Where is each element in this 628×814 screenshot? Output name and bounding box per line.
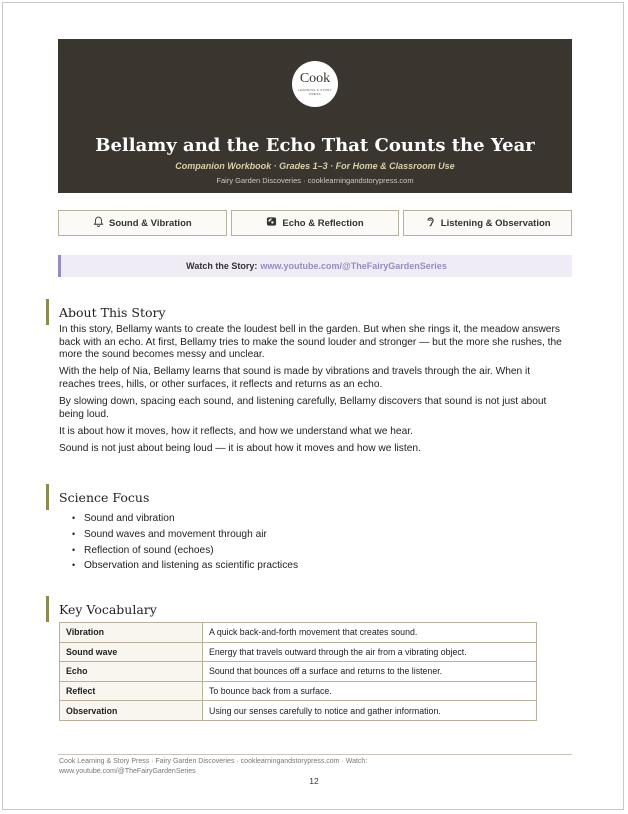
publisher-logo — [292, 61, 338, 107]
ear-icon — [425, 216, 436, 230]
header-meta: Fairy Garden Discoveries · cooklearningandstorypress.com — [216, 176, 414, 185]
vocab-term: Observation — [60, 701, 203, 721]
topic-echo-reflection — [231, 210, 400, 236]
logo-subtext: LEARNING & STORY PRESS — [297, 88, 333, 96]
page-title: Bellamy and the Echo That Counts the Year — [95, 135, 535, 156]
list-item: • Sound waves and movement through air — [72, 527, 552, 543]
header-banner — [58, 39, 572, 193]
vocabulary-table — [59, 622, 537, 721]
page-subtitle: Companion Workbook · Grades 1–3 · For Home & Classroom Use — [175, 161, 455, 171]
table-row — [60, 681, 537, 701]
vocabulary-heading: Key Vocabulary — [46, 596, 157, 622]
youtube-link[interactable]: www.youtube.com/@TheFairyGardenSeries — [260, 261, 447, 271]
science-focus-heading: Science Focus — [46, 484, 149, 510]
footer-text: Cook Learning & Story Press · Fairy Garden Discoveries · cooklearningandstorypress.com · Watch: www.youtube.com/@TheFairyGardenSeries — [59, 758, 368, 775]
vocab-definition: To bounce back from a surface. — [203, 681, 537, 701]
table-row — [60, 701, 537, 721]
table-row — [60, 623, 537, 643]
table-row — [60, 662, 537, 682]
topic-sound-vibration — [58, 210, 227, 236]
logo-text: Cook — [299, 71, 331, 86]
topic-label: Sound & Vibration — [108, 217, 192, 229]
about-paragraph: With the help of Nia, Bellamy learns that sound is made by vibrations and travels through the air. When it reaches trees, hills, or other surfaces, it reflects and returns as an echo. — [59, 366, 531, 390]
about-text — [59, 324, 569, 460]
watch-story-bar — [58, 255, 572, 277]
topic-bar — [58, 210, 572, 236]
vocab-definition: A quick back-and-forth movement that creates sound. — [203, 623, 537, 643]
vocab-term: Echo — [60, 662, 203, 682]
vocab-term: Sound wave — [60, 642, 203, 662]
topic-label: Echo & Reflection — [282, 217, 364, 229]
vocab-term: Reflect — [60, 681, 203, 701]
echo-icon — [266, 216, 277, 230]
list-item: • Sound and vibration — [72, 511, 552, 527]
science-focus-list — [72, 511, 552, 574]
page-number: 12 — [309, 776, 319, 786]
about-paragraph: By slowing down, spacing each sound, and listening carefully, Bellamy discovers that sound is not just about being loud. — [59, 395, 547, 420]
list-item: • Reflection of sound (echoes) — [72, 543, 552, 559]
vocab-definition: Energy that travels outward through the air from a vibrating object. — [203, 642, 537, 662]
topic-label: Listening & Observation — [440, 217, 551, 229]
bell-icon — [93, 216, 104, 230]
footer-divider — [58, 754, 572, 755]
vocab-definition: Sound that bounces off a surface and returns to the listener. — [203, 662, 537, 682]
table-row — [60, 642, 537, 662]
about-paragraph: In this story, Bellamy wants to create the loudest bell in the garden. But when she rings it, the meadow answers back with an echo. At first, Bellamy tries to make the sound louder and stronger — but the more she rushes, the more the sound becomes messy and unclear. — [59, 324, 562, 361]
vocab-term: Vibration — [60, 623, 203, 643]
about-paragraph: Sound is not just about being loud — it is about how it moves and how we listen. — [59, 442, 421, 454]
topic-listening-observation — [403, 210, 572, 236]
watch-label: Watch the Story: — [186, 261, 258, 271]
vocab-definition: Using our senses carefully to notice and gather information. — [203, 701, 537, 721]
list-item: • Observation and listening as scientific practices — [72, 558, 552, 574]
about-heading: About This Story — [46, 299, 166, 325]
about-paragraph: It is about how it moves, how it reflects, and how we understand what we hear. — [59, 425, 413, 437]
